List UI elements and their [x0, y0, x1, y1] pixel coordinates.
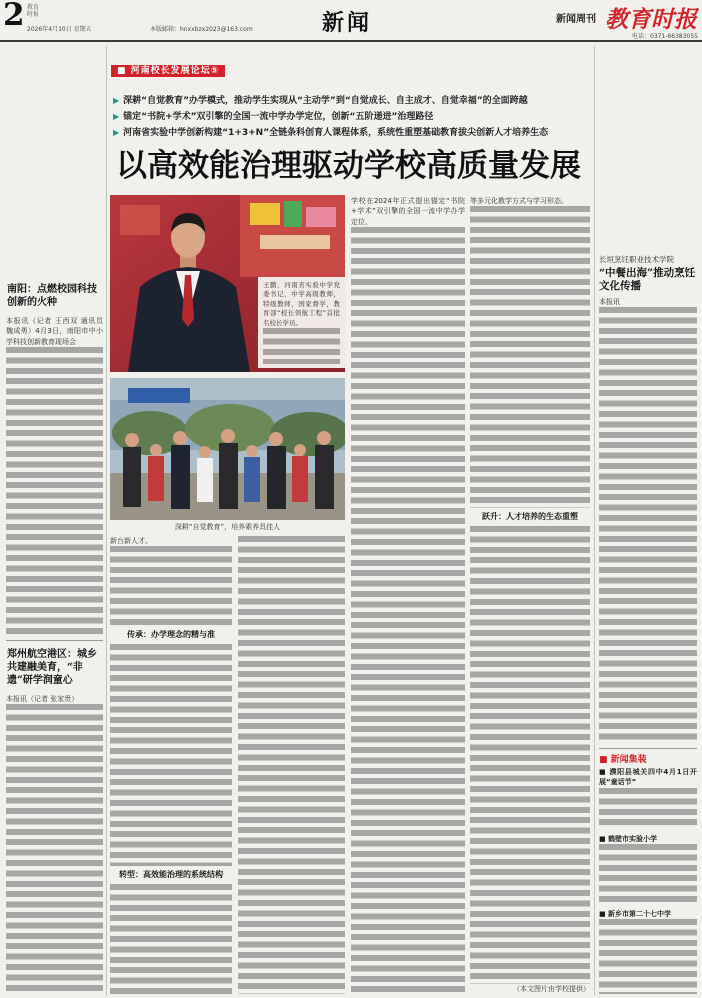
portrait-photo — [110, 195, 345, 372]
briefs-header: ■ 新闻集装 — [599, 755, 647, 765]
summary-bullet — [113, 127, 548, 139]
header-rule — [0, 40, 702, 42]
group-photo-caption: 深耕“自觉教育”，培养素养具佳人 — [174, 523, 281, 531]
editor-email: 本版邮箱：hnxxbzx2023@163.com — [150, 26, 253, 33]
body-text-lines — [351, 227, 465, 994]
masthead-logo: 教育时报 — [605, 6, 697, 33]
brief-lead: ■ 濮阳县城关四中4月1日开展“童话节” — [599, 768, 697, 787]
brief-lead: ■ 鹤壁市实验小学 — [599, 835, 658, 843]
summary-bullet — [113, 111, 433, 123]
body-text-lines — [110, 644, 232, 866]
right-article-body — [599, 297, 697, 744]
play-arrow-icon: ▶ — [113, 96, 120, 105]
group-photo — [110, 378, 345, 520]
byline-lead: 本报讯（记者 王西双 通讯员 魏成勇）4月3日，南阳市中小学科技创新教育现场会 — [6, 317, 103, 346]
summary-bullet — [113, 95, 528, 107]
main-article-column-3 — [351, 196, 465, 994]
body-text-lines — [110, 546, 232, 626]
column-rule-right — [594, 46, 595, 996]
brief-item — [599, 909, 697, 994]
forum-tag: ■ 河南校长发展论坛⑤ — [111, 65, 225, 77]
portrait-caption: 王鹏，河南省实验中学党委书记，中学高级教师，特级教师，国家督学，教育部“校长领航工程”首批名校长学员。 — [263, 281, 340, 327]
section-subhead: 跃升：人才培养的生态重塑 — [482, 512, 578, 522]
brief-item — [599, 767, 697, 829]
summary-bullet-text: 河南省实验中学创新构建“1+3+N”全链条科创育人课程体系，系统性重塑基础教育拔尖创新人才培养生态 — [123, 128, 549, 138]
body-text-lines — [110, 884, 232, 994]
weekly-label: 新闻周刊 — [556, 14, 596, 25]
article-title: 郑州航空港区：城乡共建融美育，“非遗”研学润童心 — [7, 649, 97, 686]
editor-phone: 电话：0371-66383055 — [632, 33, 698, 40]
article-title: “中餐出海”推动烹饪文化传播 — [599, 267, 696, 292]
body-text-lines — [599, 844, 697, 904]
body-text-lines — [6, 347, 103, 634]
article-kicker: 长垣烹饪职业技术学院 — [599, 255, 674, 264]
body-text-lines — [599, 788, 697, 829]
group-photo-image — [110, 378, 345, 520]
left-article-top-body — [6, 316, 103, 634]
body-text: 新台新人才。 — [110, 537, 152, 545]
body-text-lines — [470, 206, 590, 508]
body-text-lines — [263, 328, 340, 364]
main-article-column-4 — [470, 196, 590, 994]
play-arrow-icon: ▶ — [113, 112, 120, 121]
main-article-column-2 — [238, 536, 345, 994]
byline-lead: 本报讯 — [599, 298, 620, 306]
masthead-small: 教育时报 — [27, 4, 40, 18]
column-rule-left — [106, 46, 107, 996]
portrait-caption-box — [258, 277, 345, 368]
body-text-lines — [599, 919, 697, 994]
summary-bullet-text: 深耕“自觉教育”办学模式，推动学生实现从“主动学”到“自觉成长、自主成才、自觉幸福”的全面跨越 — [123, 96, 528, 106]
section-subhead: 传承：办学理念的精与准 — [127, 630, 215, 640]
photo-credit: （本文图片由学校提供） — [513, 984, 590, 993]
issue-date: 2026年4月10日 星期五 — [27, 26, 92, 33]
main-article-column-1 — [110, 536, 232, 994]
body-text-lines — [6, 704, 103, 994]
byline-lead: 本报讯（记者 张家贵） — [6, 695, 79, 703]
left-article-bottom-body — [6, 694, 103, 994]
section-subhead: 转型：高效能治理的系统结构 — [119, 870, 223, 880]
body-text: 等多元化教学方式与学习形态。 — [470, 197, 568, 205]
body-text-lines — [599, 307, 697, 744]
section-title: 新闻 — [322, 10, 373, 36]
brief-item — [599, 834, 697, 904]
body-text-lines — [238, 536, 345, 994]
play-arrow-icon: ▶ — [113, 128, 120, 137]
summary-bullet-text: 锚定“书院+学术”双引擎的全国一流中学办学定位，创新“五阶递进”治理路径 — [123, 112, 434, 122]
brief-lead: ■ 新乡市第二十七中学 — [599, 910, 672, 918]
article-divider — [6, 640, 103, 641]
body-text-lines — [470, 526, 590, 983]
article-title: 南阳：点燃校园科技创新的火种 — [7, 284, 97, 308]
page-number: 2 — [3, 0, 25, 33]
main-headline: 以高效能治理驱动学校高质量发展 — [116, 148, 581, 184]
briefs-divider — [599, 748, 697, 749]
body-text: 学校在2024年正式提出锚定“书院+学术”双引擎的全国一流中学办学定位， — [351, 197, 465, 226]
